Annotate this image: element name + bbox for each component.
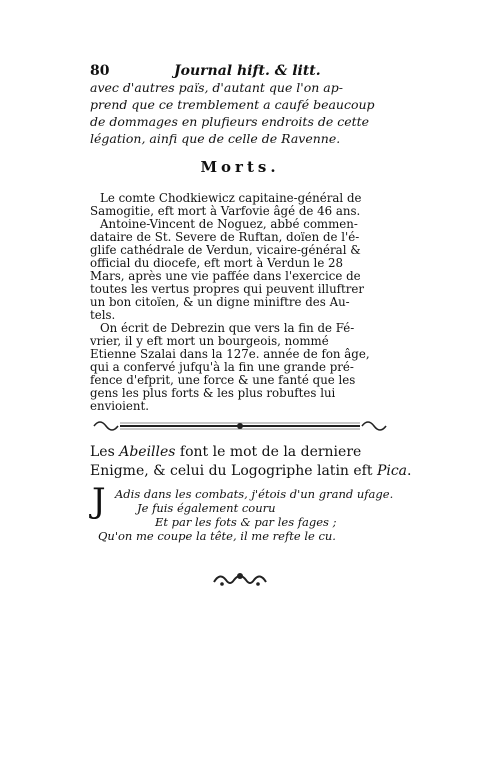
section-heading: Morts. <box>200 158 280 176</box>
intro-line: légation, ainfi que de celle de Ravenne. <box>90 131 341 146</box>
enigma-answer: Abeilles <box>119 444 176 460</box>
body-line: Antoine-Vincent de Noguez, abbé commen- <box>100 217 358 231</box>
body-line: qui a confervé jufqu'à la fin une grande pré- <box>90 360 354 374</box>
intro-line: de dommages en plufieurs endroits de cette <box>90 114 370 129</box>
tailpiece-ornament <box>210 570 270 590</box>
poem-line: Qu'on me coupe la tête, il me refte le cu. <box>98 529 336 543</box>
body-line: un bon citoïen, & un digne miniftre des Au- <box>90 295 350 309</box>
intro-line: avec d'autres païs, d'autant que l'on ap- <box>90 80 343 95</box>
drop-initial: J <box>92 481 106 521</box>
body-line: Etienne Szalai dans la 127e. année de fon âge, <box>90 347 370 361</box>
poem-line: Adis dans les combats, j'étois d'un grand ufage. <box>115 487 394 501</box>
body-line: Le comte Chodkiewicz capitaine-général de <box>100 191 362 205</box>
body-line: dataire de St. Severe de Ruftan, doïen de l'é- <box>90 230 360 244</box>
intro-line: prend que ce tremblement a caufé beaucoup <box>90 97 375 112</box>
page-number: 80 <box>90 63 110 79</box>
body-line: envioient. <box>90 399 149 413</box>
body-line: Mars, après une vie paffée dans l'exercice de <box>90 269 361 283</box>
body-line: On écrit de Debrezin que vers la fin de Fé- <box>100 321 355 335</box>
running-title: Journal hift. & litt. <box>174 63 321 79</box>
body-line: Samogitie, eft mort à Varfovie âgé de 46 ans. <box>90 204 361 218</box>
enigma-line: Les Abeilles font le mot de la derniere <box>90 444 362 460</box>
body-line: toutes les vertus propres qui peuvent illuftrer <box>90 282 365 296</box>
body-line: vrier, il y eft mort un bourgeois, nommé <box>90 334 329 348</box>
body-line: tels. <box>90 308 116 322</box>
logogriphe-answer: Pica <box>376 463 408 479</box>
body-line: gens les plus forts & les plus robuftes lui <box>90 386 336 400</box>
ornamental-rule <box>90 418 390 434</box>
body-line: glife cathédrale de Verdun, vicaire-général & <box>90 243 361 257</box>
logogriphe-line: Enigme, & celui du Logogriphe latin eft Pica. <box>90 463 412 479</box>
body-line: official du diocefe, eft mort à Verdun le 28 <box>90 256 344 270</box>
poem-line: Et par les fots & par les fages ; <box>155 515 337 529</box>
body-line: fence d'efprit, une force & une fanté que les <box>90 373 356 387</box>
poem-line: Je fuis également couru <box>137 501 276 515</box>
